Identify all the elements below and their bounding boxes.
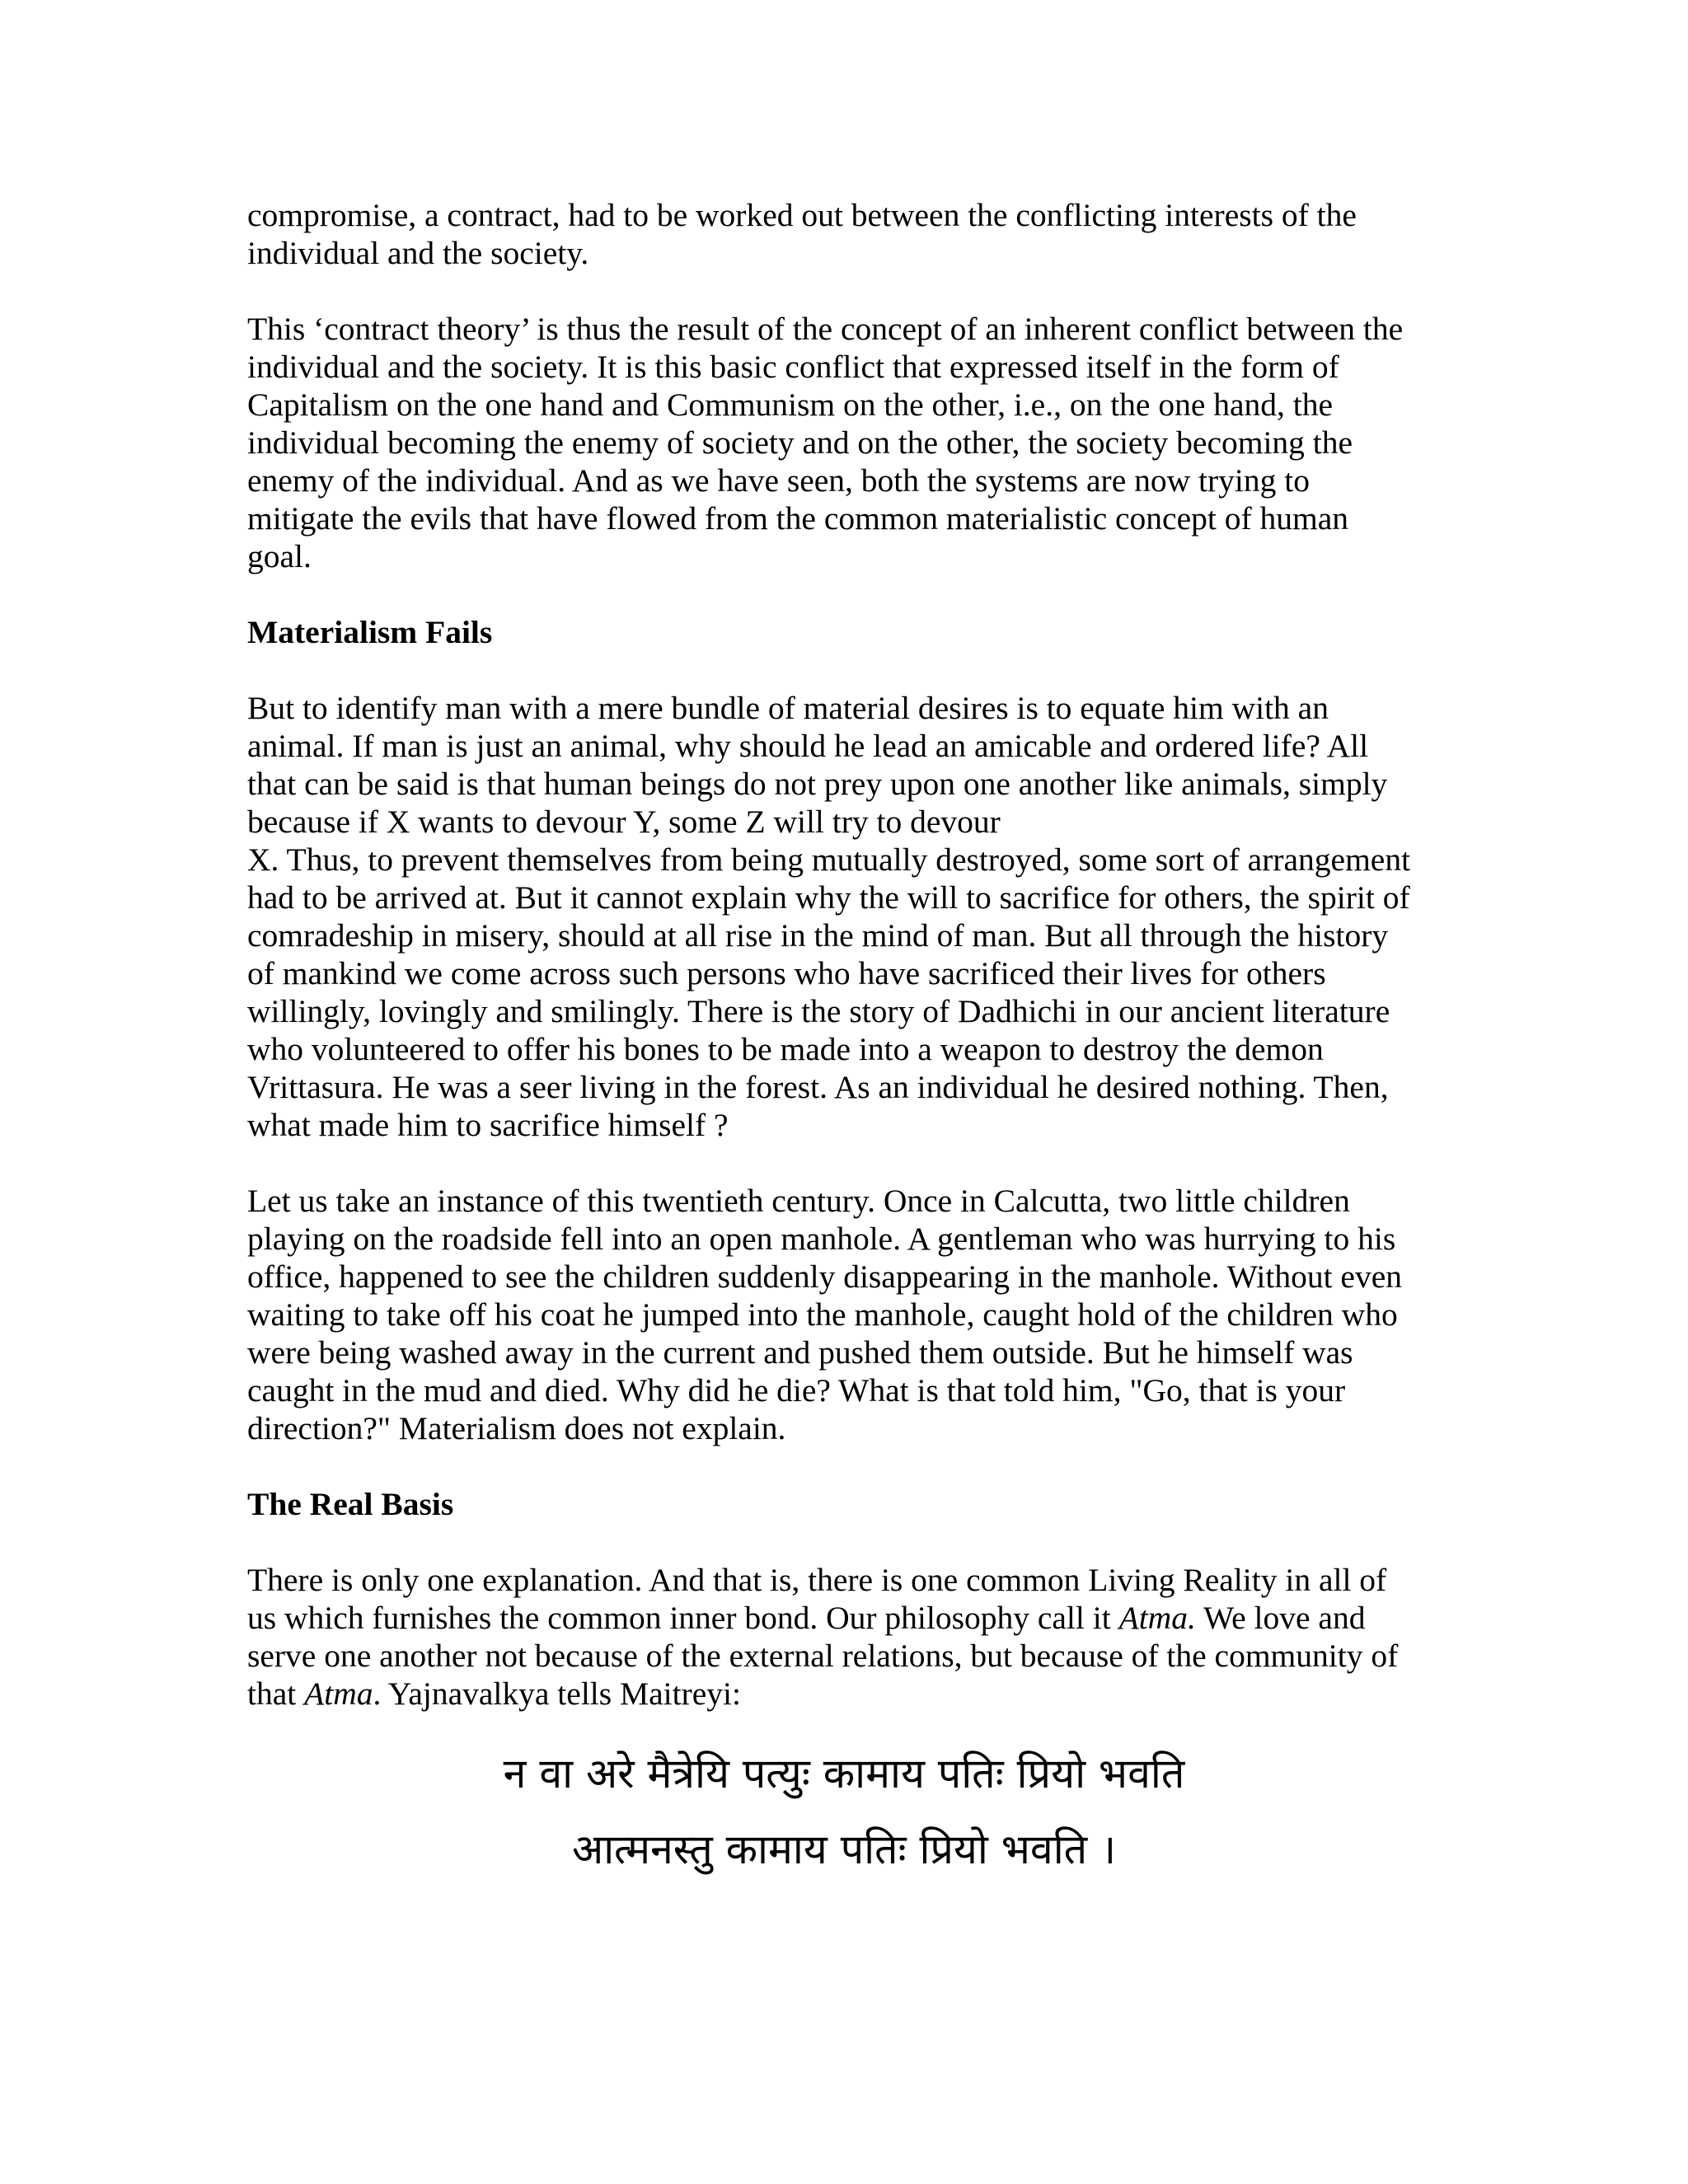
italic-term-atma: Atma. <box>1118 1600 1196 1636</box>
sanskrit-verse-line-2: आत्मनस्तु कामाय पतिः प्रियो भवति । <box>571 1825 1117 1873</box>
text-line: mitigate the evils that have flowed from the common materialistic concept of human <box>247 500 1348 537</box>
document-body <box>247 196 1442 1750</box>
paragraph-atma-explanation <box>247 1561 1442 1713</box>
text-line: who volunteered to offer his bones to be made into a weapon to destroy the demon <box>247 1031 1324 1067</box>
text-line: This ‘contract theory’ is thus the result of the concept of an inherent conflict between the <box>247 311 1404 347</box>
paragraph-calcutta-instance <box>247 1182 1442 1447</box>
text-line: compromise, a contract, had to be worked out between the conflicting interests of the <box>247 197 1357 233</box>
text-line: what made him to sacrifice himself ? <box>247 1107 729 1143</box>
text-line: because if X wants to devour Y, some Z will try to devour <box>247 804 1001 840</box>
text-line: But to identify man with a mere bundle of material desires is to equate him with an <box>247 690 1329 726</box>
text-line: caught in the mud and died. Why did he die? What is that told him, "Go, that is your <box>247 1372 1346 1408</box>
text-line: comradeship in misery, should at all rise in the mind of man. But all through the history <box>247 917 1389 954</box>
text-line: playing on the roadside fell into an open manhole. A gentleman who was hurrying to his <box>247 1221 1396 1257</box>
sanskrit-verse-line-1: न वा अरे मैत्रेयि पत्युः कामाय पतिः प्रियो भवति <box>503 1750 1185 1797</box>
text-line: individual becoming the enemy of society and on the other, the society becoming the <box>247 424 1353 461</box>
text-line: Vrittasura. He was a seer living in the forest. As an individual he desired nothing. Then, <box>247 1069 1389 1105</box>
text-line: of mankind we come across such persons who have sacrificed their lives for others <box>247 955 1326 991</box>
text-line: serve one another not because of the external relations, but because of the community of <box>247 1638 1399 1674</box>
paragraph-contract-theory <box>247 310 1442 575</box>
text-line: direction?" Materialism does not explain. <box>247 1410 786 1446</box>
section-heading-materialism-fails: Materialism Fails <box>247 614 493 650</box>
text-line: individual and the society. <box>247 235 589 271</box>
text-line: willingly, lovingly and smilingly. There is the story of Dadhichi in our ancient literature <box>247 993 1390 1029</box>
text-segment: us which furnishes the common inner bond. Our philosophy call it <box>247 1600 1119 1636</box>
text-line <box>247 1675 1442 1713</box>
text-line: that can be said is that human beings do not prey upon one another like animals, simply <box>247 766 1388 802</box>
text-line: goal. <box>247 538 312 574</box>
text-segment: . Yajnavalkya tells Maitreyi: <box>373 1675 741 1712</box>
text-line <box>247 1599 1442 1637</box>
text-line: Let us take an instance of this twentieth century. Once in Calcutta, two little children <box>247 1183 1350 1219</box>
text-line: There is only one explanation. And that is, there is one common Living Reality in all of <box>247 1562 1387 1598</box>
text-line: had to be arrived at. But it cannot explain why the will to sacrifice for others, the spirit of <box>247 879 1410 916</box>
italic-term-atma: Atma <box>304 1675 373 1712</box>
section-heading-real-basis: The Real Basis <box>247 1486 454 1522</box>
text-line: office, happened to see the children suddenly disappearing in the manhole. Without even <box>247 1258 1402 1295</box>
text-line: X. Thus, to prevent themselves from being mutually destroyed, some sort of arrangement <box>247 841 1411 878</box>
text-line: were being washed away in the current and pushed them outside. But he himself was <box>247 1334 1353 1371</box>
paragraph-man-and-animal <box>247 689 1442 1144</box>
text-line: enemy of the individual. And as we have seen, both the systems are now trying to <box>247 462 1310 499</box>
text-line: waiting to take off his coat he jumped into the manhole, caught hold of the children who <box>247 1296 1398 1333</box>
text-line: individual and the society. It is this basic conflict that expressed itself in the form of <box>247 349 1339 385</box>
paragraph-contract-compromise <box>247 196 1442 272</box>
text-line: animal. If man is just an animal, why should he lead an amicable and ordered life? All <box>247 728 1369 764</box>
text-segment: We love and <box>1195 1600 1366 1636</box>
text-segment: that <box>247 1675 305 1712</box>
text-line: Capitalism on the one hand and Communism on the other, i.e., on the one hand, the <box>247 387 1334 423</box>
